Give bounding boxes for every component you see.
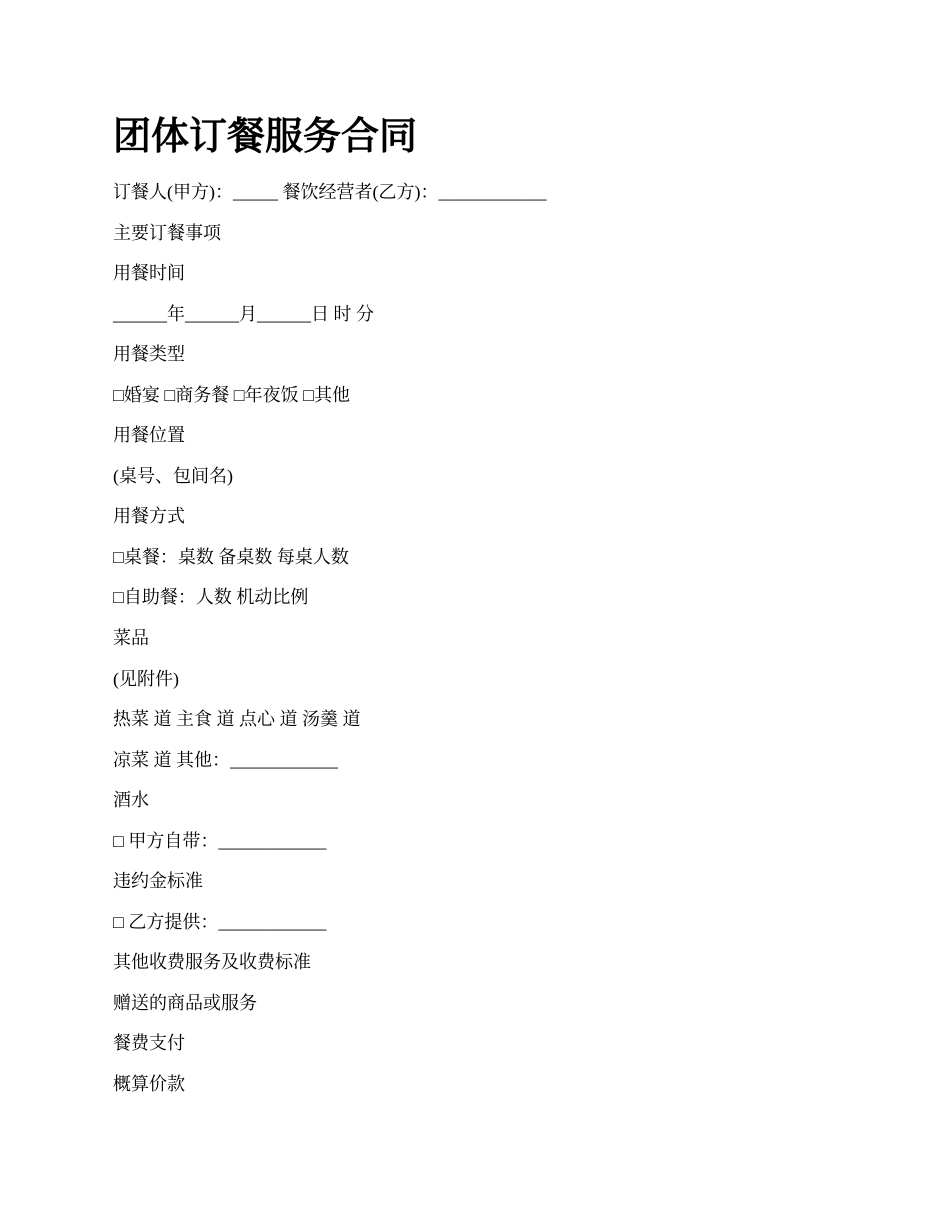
contract-line: □桌餐：桌数 备桌数 每桌人数 (113, 546, 349, 567)
contract-line: 用餐位置 (113, 425, 185, 446)
contract-line: 凉菜 道 其他：____________ (113, 749, 338, 770)
contract-line: ______年______月______日 时 分 (113, 303, 374, 324)
contract-line: □自助餐：人数 机动比例 (113, 587, 309, 608)
contract-line: 用餐类型 (113, 344, 185, 365)
contract-line: 用餐方式 (113, 506, 185, 527)
contract-line: □ 乙方提供：____________ (113, 911, 327, 932)
contract-line: 其他收费服务及收费标准 (113, 952, 311, 973)
document-title: 团体订餐服务合同 (113, 114, 418, 158)
contract-line: 酒水 (113, 790, 149, 811)
contract-line: 订餐人(甲方)：_____ 餐饮经营者(乙方)：____________ (113, 182, 547, 202)
contract-line: □婚宴 □商务餐 □年夜饭 □其他 (113, 384, 350, 405)
contract-line: (桌号、包间名) (113, 465, 233, 486)
contract-line: 餐费支付 (113, 1033, 185, 1054)
contract-line: 概算价款 (113, 1074, 185, 1095)
contract-line: 违约金标准 (113, 871, 203, 892)
contract-body (113, 178, 546, 1111)
contract-line: 用餐时间 (113, 263, 185, 284)
contract-line: (见附件) (113, 668, 179, 689)
contract-line: □ 甲方自带：____________ (113, 830, 327, 851)
contract-line: 热菜 道 主食 道 点心 道 汤羹 道 (113, 709, 361, 730)
contract-line: 菜品 (113, 628, 149, 649)
contract-line: 主要订餐事项 (113, 222, 221, 243)
contract-line: 赠送的商品或服务 (113, 992, 257, 1013)
